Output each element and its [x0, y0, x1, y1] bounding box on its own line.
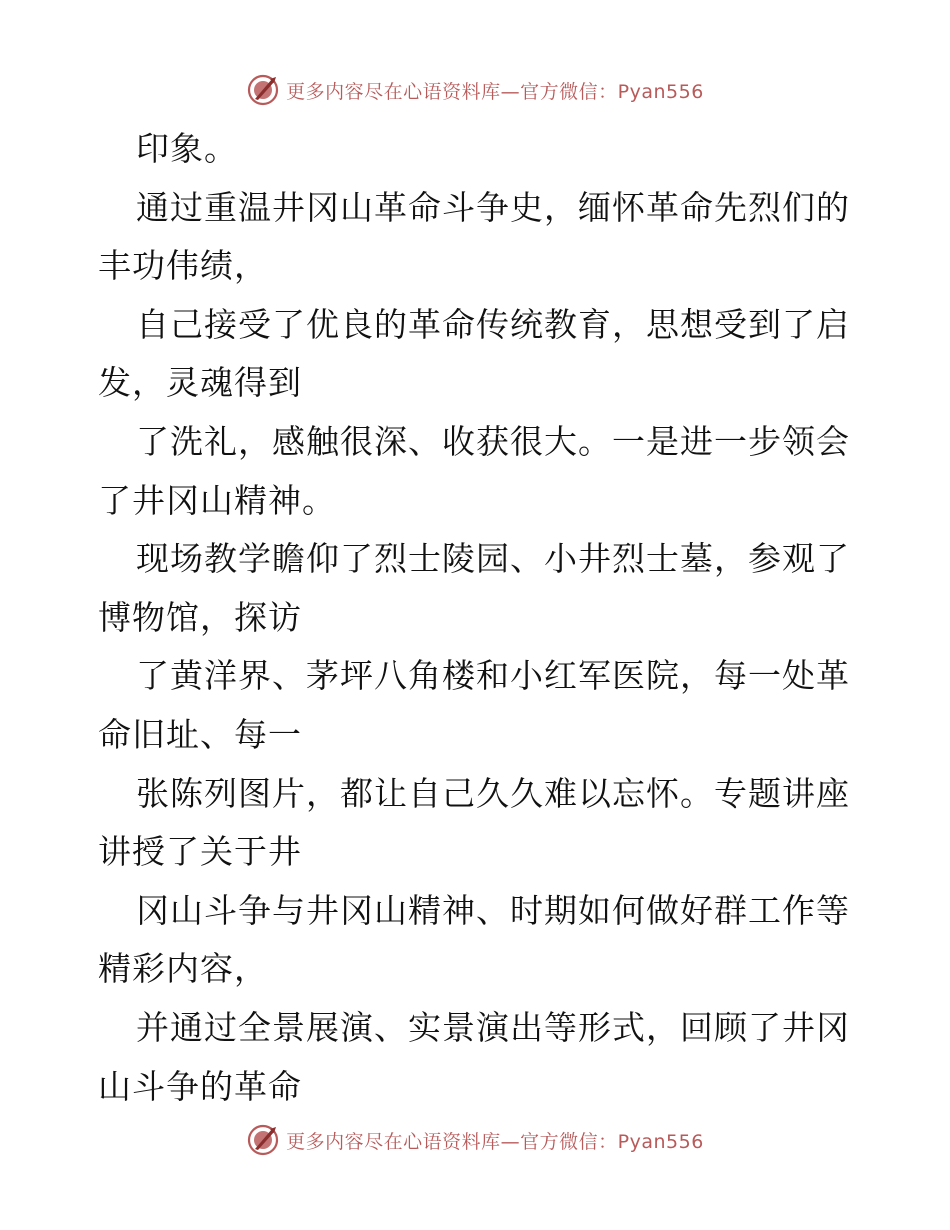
document-body: [98, 120, 858, 1116]
text-line: 博物馆，探访: [98, 597, 302, 637]
text-line: 通过重温井冈山革命斗争史，缅怀革命先烈们的: [136, 187, 850, 227]
text-line: 印象。: [136, 129, 238, 168]
text-line: 了黄洋界、茅坪八角楼和小红军医院，每一处革: [136, 656, 850, 696]
text-line: 冈山斗争与井冈山精神、时期如何做好群工作等: [136, 890, 850, 930]
text-line: 丰功伟绩，: [98, 246, 268, 286]
text-line: 现场教学瞻仰了烈士陵园、小井烈士墓，参观了: [136, 539, 850, 579]
footer-banner-text: 更多内容尽在心语资料库—官方微信：Pyan556: [286, 1130, 704, 1153]
footer-banner: [0, 1120, 950, 1160]
text-line: 发，灵魂得到: [98, 363, 302, 403]
text-line: 张陈列图片，都让自己久久难以忘怀。专题讲座: [136, 773, 850, 813]
text-line: 命旧址、每一: [98, 714, 302, 754]
text-line: 了洗礼，感触很深、收获很大。一是进一步领会: [136, 421, 850, 461]
text-line: 了井冈山精神。: [98, 480, 336, 520]
header-banner: [0, 70, 950, 110]
text-line: 并通过全景展演、实景演出等形式，回顾了井冈: [136, 1007, 850, 1047]
header-banner-text: 更多内容尽在心语资料库—官方微信：Pyan556: [286, 80, 704, 103]
text-line: 自己接受了优良的革命传统教育，思想受到了启: [136, 304, 850, 344]
quill-seal-icon: [246, 1123, 280, 1157]
text-line: 讲授了关于井: [98, 832, 302, 872]
text-line: 山斗争的革命: [98, 1066, 302, 1106]
text-line: 精彩内容，: [98, 949, 268, 989]
quill-seal-icon: [246, 73, 280, 107]
